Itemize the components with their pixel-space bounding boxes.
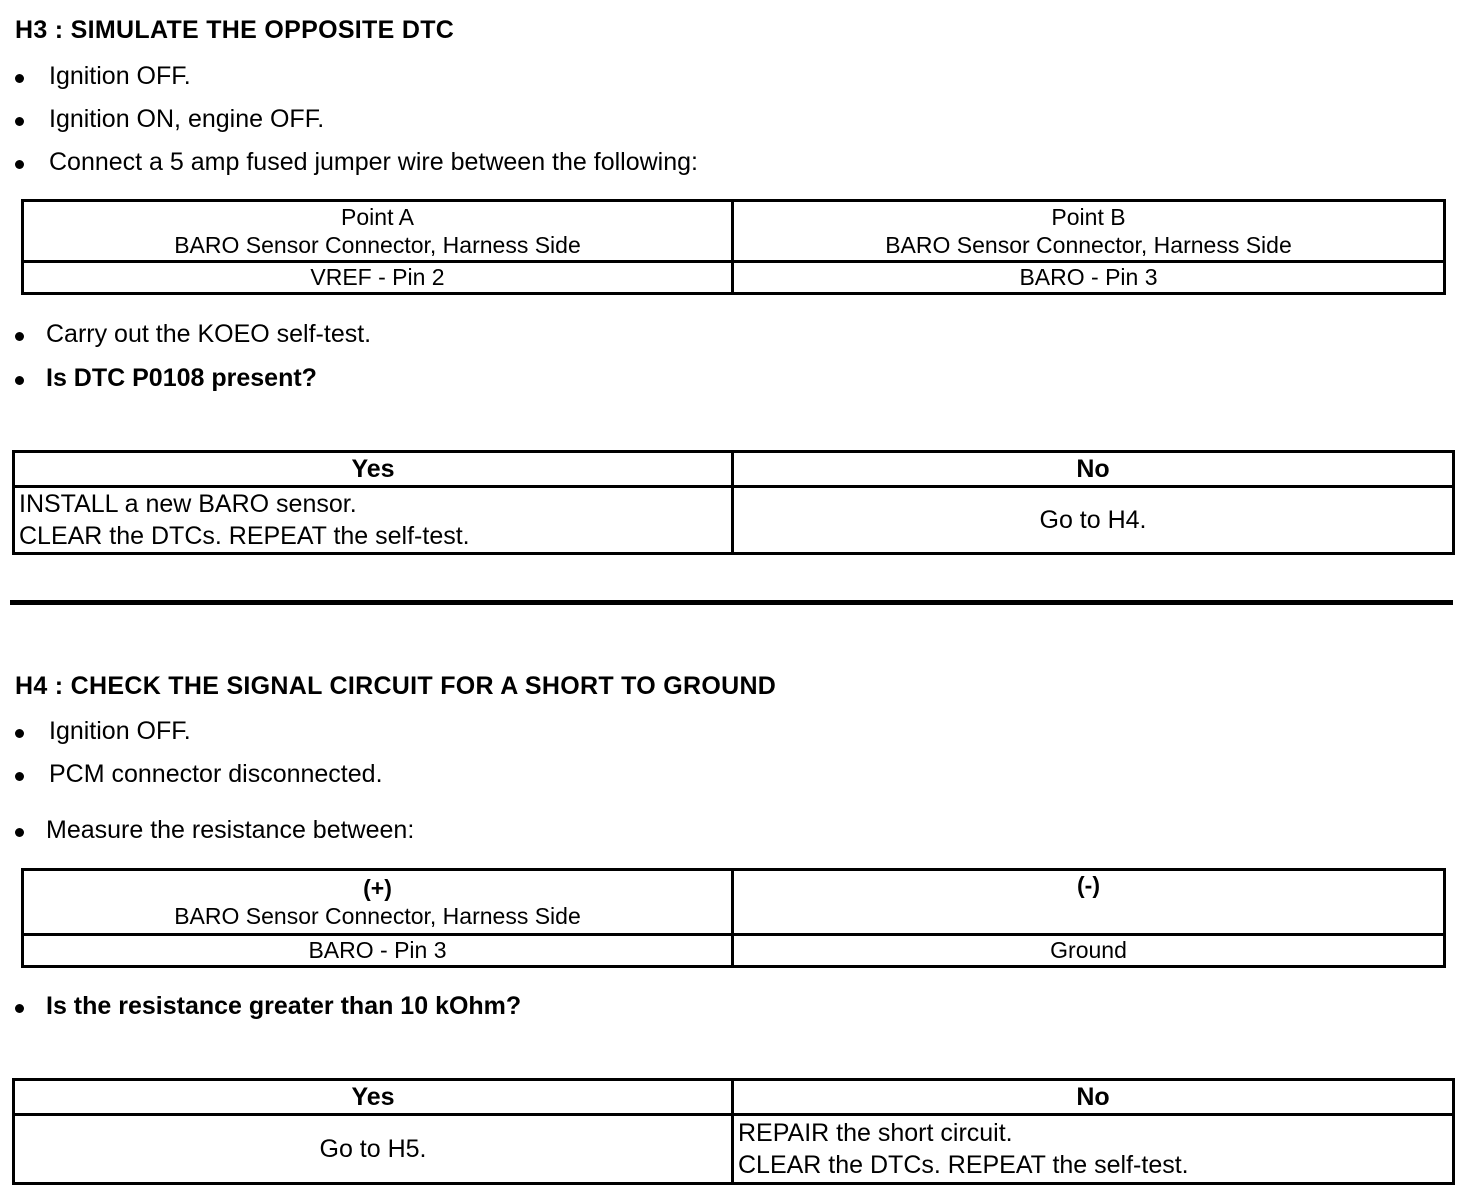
h4-no-line-1: REPAIR the short circuit. — [738, 1119, 1013, 1147]
bullet-icon — [15, 332, 24, 341]
point-a-value: VREF - Pin 2 — [23, 262, 733, 294]
bullet-icon — [15, 1004, 24, 1013]
minus-label: (-) — [1077, 872, 1100, 898]
h4-no-header: No — [733, 1080, 1454, 1115]
h4-no-line-2: CLEAR the DTCs. REPEAT the self-test. — [738, 1151, 1189, 1179]
h4-no-action — [733, 1115, 1454, 1184]
bullet-icon — [15, 74, 24, 83]
plus-value: BARO - Pin 3 — [23, 935, 733, 967]
h4-question: Is the resistance greater than 10 kOhm? — [46, 992, 522, 1020]
plus-location: BARO Sensor Connector, Harness Side — [174, 903, 581, 929]
h3-step-2: Ignition ON, engine OFF. — [49, 105, 325, 133]
h4-measure-table — [21, 868, 1446, 968]
h3-yes-line-2: CLEAR the DTCs. REPEAT the self-test. — [19, 522, 470, 550]
table-row — [23, 935, 1445, 967]
bullet-icon — [15, 772, 24, 781]
h3-result-table — [12, 450, 1455, 555]
h3-step-1: Ignition OFF. — [49, 62, 191, 90]
table-row — [23, 201, 1445, 262]
table-row — [14, 487, 1454, 554]
h3-yes-action — [14, 487, 733, 554]
plus-label: (+) — [363, 875, 392, 901]
h4-step-1: Ignition OFF. — [49, 717, 191, 745]
h4-yes-header: Yes — [14, 1080, 733, 1115]
jumper-point-b-header — [733, 201, 1445, 262]
table-row — [23, 262, 1445, 294]
h4-step-2: PCM connector disconnected. — [49, 760, 383, 788]
h3-title: H3 : SIMULATE THE OPPOSITE DTC — [15, 16, 455, 44]
h3-koeo-step: Carry out the KOEO self-test. — [46, 320, 372, 348]
point-b-label: Point B — [1051, 204, 1126, 230]
h4-step-3: Measure the resistance between: — [46, 816, 415, 844]
h3-yes-header: Yes — [14, 452, 733, 487]
h3-jumper-table — [21, 199, 1446, 295]
h3-question: Is DTC P0108 present? — [46, 364, 317, 392]
measure-plus-header — [23, 870, 733, 935]
h4-title: H4 : CHECK THE SIGNAL CIRCUIT FOR A SHORT TO GROUND — [15, 672, 777, 700]
section-divider — [10, 600, 1453, 605]
bullet-icon — [15, 376, 24, 385]
jumper-point-a-header — [23, 201, 733, 262]
table-row — [14, 452, 1454, 487]
h4-result-table — [12, 1078, 1455, 1185]
minus-value: Ground — [733, 935, 1445, 967]
point-a-label: Point A — [341, 204, 414, 230]
bullet-icon — [15, 729, 24, 738]
h3-no-header: No — [733, 452, 1454, 487]
h3-no-action: Go to H4. — [733, 487, 1454, 554]
bullet-icon — [15, 828, 24, 837]
measure-minus-header — [733, 870, 1445, 935]
point-a-location: BARO Sensor Connector, Harness Side — [174, 232, 581, 258]
h4-yes-action: Go to H5. — [14, 1115, 733, 1184]
bullet-icon — [15, 160, 24, 169]
table-row — [14, 1080, 1454, 1115]
h3-step-3: Connect a 5 amp fused jumper wire between the following: — [49, 148, 698, 176]
h3-yes-line-1: INSTALL a new BARO sensor. — [19, 490, 357, 518]
bullet-icon — [15, 117, 24, 126]
point-b-location: BARO Sensor Connector, Harness Side — [885, 232, 1292, 258]
table-row — [23, 870, 1445, 935]
table-row — [14, 1115, 1454, 1184]
point-b-value: BARO - Pin 3 — [733, 262, 1445, 294]
